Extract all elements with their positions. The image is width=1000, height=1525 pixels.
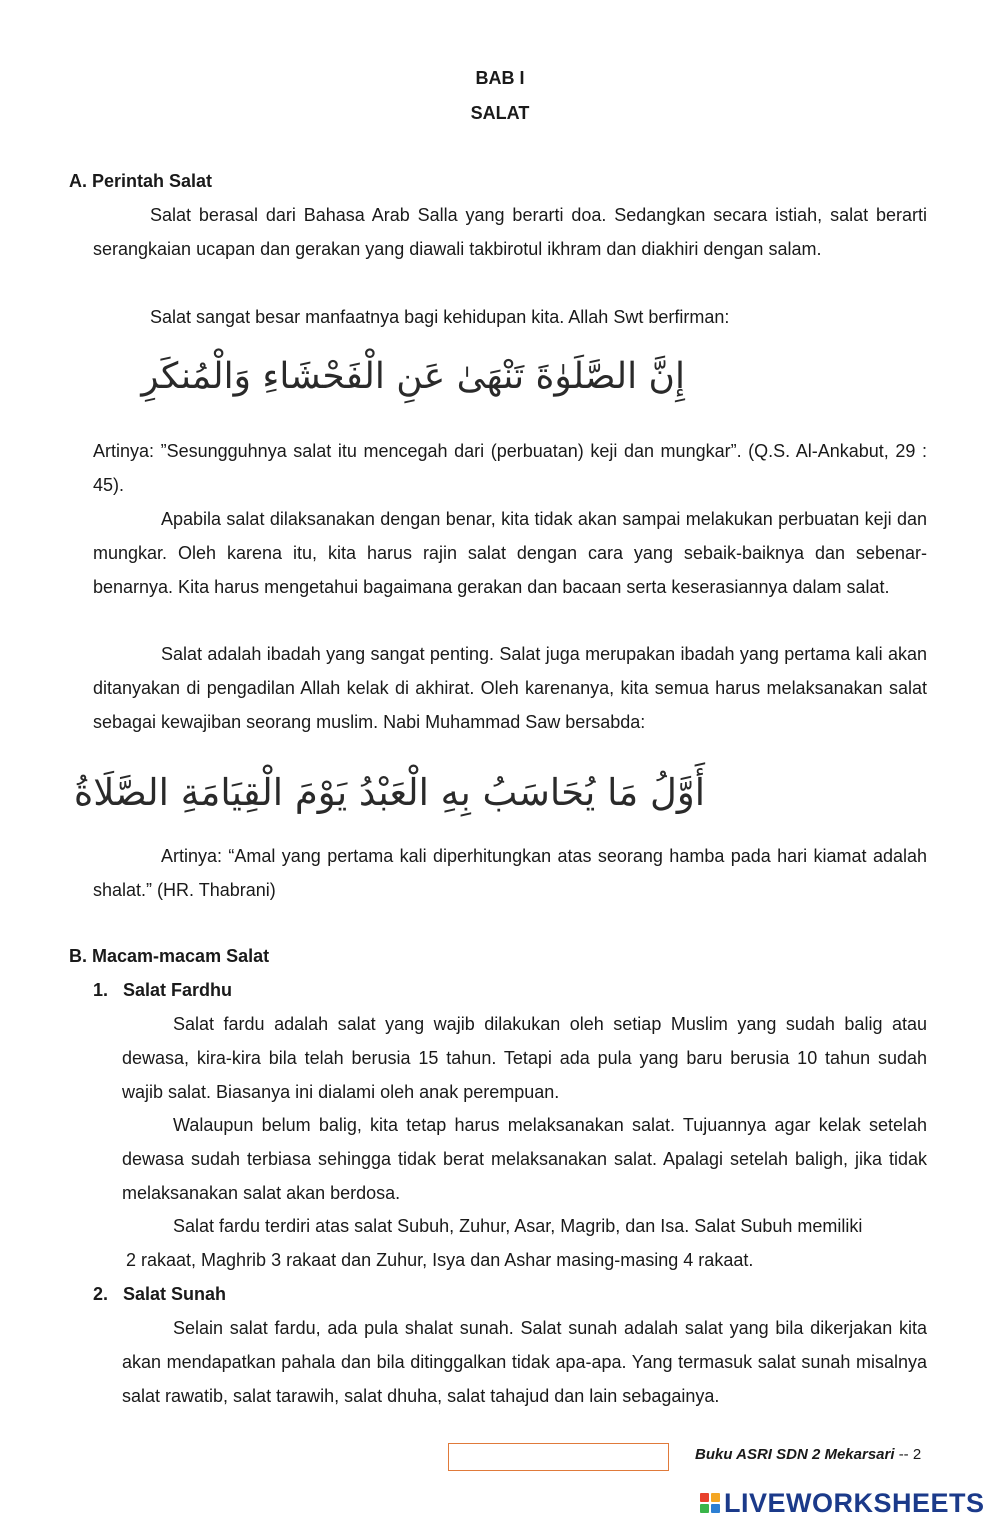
logo-square-red — [700, 1493, 709, 1502]
fardhu-paragraph-1: Salat fardu adalah salat yang wajib dilakukan oleh setiap Muslim yang sudah balig atau dewasa, kira-kira bila telah berusia 15 tahun. Tetapi ada pula yang baru berusia 10 tahun sudah wajib salat. Biasanya ini dialami oleh anak perempuan. — [122, 1014, 927, 1102]
liveworksheets-wordmark: LIVEWORKSHEETS — [724, 1487, 985, 1518]
section-a-paragraph-1: Salat berasal dari Bahasa Arab Salla yang berarti doa. Sedangkan secara istiah, salat berarti serangkaian ucapan dan gerakan yang diawali takbirotul ikhram dan diakhiri dengan salam. — [93, 205, 927, 259]
subsection-sunah-heading: 2. Salat Sunah — [93, 1284, 227, 1304]
liveworksheets-icon — [700, 1493, 720, 1513]
footer-book-label — [695, 1446, 921, 1463]
section-a-translation-2: Artinya: “Amal yang pertama kali diperhitungkan atas seorang hamba pada hari kiamat adalah shalat.” (HR. Thabrani) — [93, 846, 927, 900]
page-title: SALAT — [470, 103, 530, 123]
section-a-paragraph-3: Apabila salat dilaksanakan dengan benar, kita tidak akan sampai melakukan perbuatan keji dan mungkar. Oleh karena itu, kita harus rajin salat dengan cara yang sebaik-baiknya dan sebenar-benarnya. Kita harus mengetahui bagaimana gerakan dan bacaan serta keserasiannya dalam salat. — [93, 509, 927, 597]
subsection-fardhu-heading: 1. Salat Fardhu — [93, 980, 233, 1000]
logo-square-blue — [711, 1504, 720, 1513]
chapter-label: BAB I — [475, 68, 525, 88]
section-a-translation-1: Artinya: ”Sesungguhnya salat itu mencegah dari (perbuatan) keji dan mungkar”. (Q.S. Al-Ankabut, 29 : 45). — [93, 441, 927, 495]
section-a-heading: A. Perintah Salat — [69, 171, 213, 191]
fardhu-paragraph-3: Salat fardu terdiri atas salat Subuh, Zuhur, Asar, Magrib, dan Isa. Salat Subuh memiliki — [173, 1216, 863, 1236]
section-b-heading: B. Macam-macam Salat — [69, 946, 270, 966]
footer-page-number: -- 2 — [898, 1446, 922, 1463]
section-a-paragraph-2: Salat sangat besar manfaatnya bagi kehidupan kita. Allah Swt berfirman: — [150, 307, 730, 327]
sunah-paragraph-1: Selain salat fardu, ada pula shalat sunah. Salat sunah adalah salat yang bila dikerjakan kita akan mendapatkan pahala dan bila ditinggalkan tidak apa-apa. Yang termasuk salat sunah misalnya salat rawatib, salat tarawih, salat dhuha, salat tahajud dan lain sebagainya. — [122, 1318, 927, 1406]
section-a-paragraph-4: Salat adalah ibadah yang sangat penting. Salat juga merupakan ibadah yang pertama kali akan ditanyakan di pengadilan Allah kelak di akhirat. Oleh karenanya, kita semua harus melaksanakan salat sebagai kewajiban seorang muslim. Nabi Muhammad Saw bersabda: — [93, 644, 927, 732]
logo-square-green — [700, 1504, 709, 1513]
fardhu-paragraph-2: Walaupun belum balig, kita tetap harus melaksanakan salat. Tujuannya agar kelak setelah dewasa sudah terbiasa sehingga tidak berat melaksanakan salat. Apalagi setelah baligh, jika tidak melaksanakan salat akan berdosa. — [122, 1115, 927, 1203]
logo-square-orange — [711, 1493, 720, 1502]
arabic-verse-quran: إِنَّ الصَّلَوٰةَ تَنْهَىٰ عَنِ الْفَحْشَاءِ وَالْمُنكَرِ — [141, 356, 685, 397]
footer-book-title: Buku ASRI SDN 2 Mekarsari — [695, 1446, 895, 1463]
answer-input-box[interactable] — [448, 1443, 669, 1471]
arabic-hadith: أَوَّلُ مَا يُحَاسَبُ بِهِ الْعَبْدُ يَوْمَ الْقِيَامَةِ الصَّلَاةُ — [73, 771, 705, 814]
liveworksheets-logo[interactable] — [700, 1488, 985, 1518]
fardhu-paragraph-3-continued: 2 rakaat, Maghrib 3 rakaat dan Zuhur, Isya dan Ashar masing-masing 4 rakaat. — [126, 1250, 754, 1270]
